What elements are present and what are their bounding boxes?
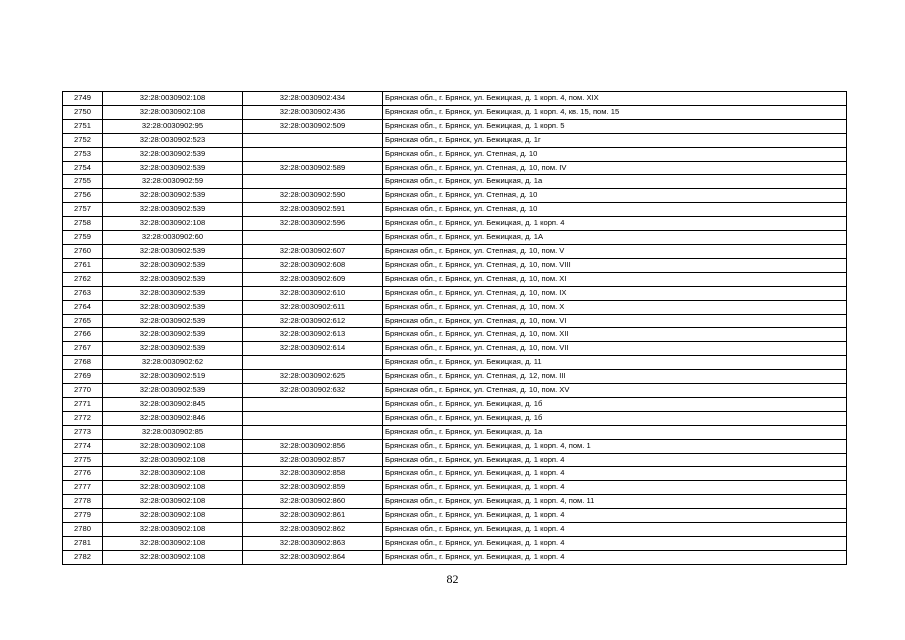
table-row — [63, 328, 847, 342]
table-row — [63, 147, 847, 161]
address-cell: Брянская обл., г. Брянск, ул. Степная, д. 10, пом. XV — [383, 384, 847, 398]
address-cell: Брянская обл., г. Брянск, ул. Бежицкая, д. 1 корп. 4 — [383, 217, 847, 231]
row-number-cell: 2776 — [63, 467, 103, 481]
address-cell: Брянская обл., г. Брянск, ул. Степная, д. 10, пом. VI — [383, 314, 847, 328]
row-number-cell: 2763 — [63, 286, 103, 300]
table-row — [63, 384, 847, 398]
cadastral-number-cell — [243, 175, 383, 189]
row-number-cell: 2771 — [63, 397, 103, 411]
table-row — [63, 119, 847, 133]
cadastral-number-cell: 32:28:0030902:610 — [243, 286, 383, 300]
row-number-cell: 2765 — [63, 314, 103, 328]
address-cell: Брянская обл., г. Брянск, ул. Бежицкая, д. 1 корп. 4 — [383, 453, 847, 467]
parent-cadastral-number-cell: 32:28:0030902:539 — [103, 203, 243, 217]
row-number-cell: 2779 — [63, 509, 103, 523]
table-row — [63, 217, 847, 231]
row-number-cell: 2760 — [63, 244, 103, 258]
row-number-cell: 2767 — [63, 342, 103, 356]
row-number-cell: 2749 — [63, 92, 103, 106]
parent-cadastral-number-cell: 32:28:0030902:539 — [103, 147, 243, 161]
row-number-cell: 2761 — [63, 258, 103, 272]
row-number-cell: 2753 — [63, 147, 103, 161]
parent-cadastral-number-cell: 32:28:0030902:539 — [103, 286, 243, 300]
parent-cadastral-number-cell: 32:28:0030902:108 — [103, 439, 243, 453]
table-row — [63, 314, 847, 328]
page-number: 82 — [446, 572, 459, 586]
table-row — [63, 495, 847, 509]
cadastral-number-cell: 32:28:0030902:625 — [243, 370, 383, 384]
table-row — [63, 370, 847, 384]
table-row — [63, 411, 847, 425]
cadastral-number-cell: 32:28:0030902:857 — [243, 453, 383, 467]
row-number-cell: 2750 — [63, 105, 103, 119]
address-cell: Брянская обл., г. Брянск, ул. Бежицкая, д. 1 корп. 4, пом. XIX — [383, 92, 847, 106]
address-cell: Брянская обл., г. Брянск, ул. Бежицкая, д. 1 корп. 4 — [383, 523, 847, 537]
table-row — [63, 175, 847, 189]
address-cell: Брянская обл., г. Брянск, ул. Бежицкая, д. 1 корп. 4 — [383, 550, 847, 564]
table-row — [63, 537, 847, 551]
address-cell: Брянская обл., г. Брянск, ул. Бежицкая, д. 1 корп. 4, пом. 11 — [383, 495, 847, 509]
row-number-cell: 2766 — [63, 328, 103, 342]
row-number-cell: 2773 — [63, 425, 103, 439]
parent-cadastral-number-cell: 32:28:0030902:95 — [103, 119, 243, 133]
address-cell: Брянская обл., г. Брянск, ул. Степная, д. 10, пом. XII — [383, 328, 847, 342]
cadastral-number-cell: 32:28:0030902:860 — [243, 495, 383, 509]
address-cell: Брянская обл., г. Брянск, ул. Бежицкая, д. 1А — [383, 231, 847, 245]
address-cell: Брянская обл., г. Брянск, ул. Бежицкая, д. 1 корп. 4 — [383, 509, 847, 523]
parent-cadastral-number-cell: 32:28:0030902:539 — [103, 314, 243, 328]
table-row — [63, 425, 847, 439]
table-row — [63, 481, 847, 495]
table-row — [63, 550, 847, 564]
table-row — [63, 272, 847, 286]
parent-cadastral-number-cell: 32:28:0030902:108 — [103, 550, 243, 564]
cadastral-number-cell: 32:28:0030902:596 — [243, 217, 383, 231]
table-row — [63, 342, 847, 356]
cadastral-number-cell: 32:28:0030902:434 — [243, 92, 383, 106]
table-row — [63, 397, 847, 411]
cadastral-number-cell: 32:28:0030902:509 — [243, 119, 383, 133]
row-number-cell: 2759 — [63, 231, 103, 245]
address-cell: Брянская обл., г. Брянск, ул. Бежицкая, д. 1б — [383, 397, 847, 411]
cadastral-number-cell: 32:28:0030902:864 — [243, 550, 383, 564]
address-cell: Брянская обл., г. Брянск, ул. Степная, д. 10, пом. IV — [383, 161, 847, 175]
registry-table — [62, 91, 847, 565]
cadastral-number-cell: 32:28:0030902:611 — [243, 300, 383, 314]
parent-cadastral-number-cell: 32:28:0030902:539 — [103, 342, 243, 356]
row-number-cell: 2754 — [63, 161, 103, 175]
row-number-cell: 2774 — [63, 439, 103, 453]
table-row — [63, 105, 847, 119]
row-number-cell: 2755 — [63, 175, 103, 189]
cadastral-number-cell — [243, 397, 383, 411]
cadastral-number-cell: 32:28:0030902:859 — [243, 481, 383, 495]
address-cell: Брянская обл., г. Брянск, ул. Бежицкая, д. 1б — [383, 411, 847, 425]
parent-cadastral-number-cell: 32:28:0030902:60 — [103, 231, 243, 245]
table-row — [63, 523, 847, 537]
table-row — [63, 203, 847, 217]
address-cell: Брянская обл., г. Брянск, ул. Степная, д. 10, пом. X — [383, 300, 847, 314]
table-row — [63, 286, 847, 300]
row-number-cell: 2764 — [63, 300, 103, 314]
row-number-cell: 2770 — [63, 384, 103, 398]
cadastral-number-cell: 32:28:0030902:632 — [243, 384, 383, 398]
parent-cadastral-number-cell: 32:28:0030902:519 — [103, 370, 243, 384]
row-number-cell: 2777 — [63, 481, 103, 495]
address-cell: Брянская обл., г. Брянск, ул. Бежицкая, д. 1 корп. 4, кв. 15, пом. 15 — [383, 105, 847, 119]
parent-cadastral-number-cell: 32:28:0030902:539 — [103, 300, 243, 314]
row-number-cell: 2782 — [63, 550, 103, 564]
cadastral-number-cell: 32:28:0030902:591 — [243, 203, 383, 217]
row-number-cell: 2768 — [63, 356, 103, 370]
address-cell: Брянская обл., г. Брянск, ул. Степная, д. 10 — [383, 189, 847, 203]
address-cell: Брянская обл., г. Брянск, ул. Бежицкая, д. 1г — [383, 133, 847, 147]
parent-cadastral-number-cell: 32:28:0030902:108 — [103, 523, 243, 537]
cadastral-number-cell: 32:28:0030902:609 — [243, 272, 383, 286]
parent-cadastral-number-cell: 32:28:0030902:846 — [103, 411, 243, 425]
row-number-cell: 2780 — [63, 523, 103, 537]
table-row — [63, 509, 847, 523]
address-cell: Брянская обл., г. Брянск, ул. Бежицкая, д. 1 корп. 5 — [383, 119, 847, 133]
parent-cadastral-number-cell: 32:28:0030902:539 — [103, 328, 243, 342]
parent-cadastral-number-cell: 32:28:0030902:539 — [103, 189, 243, 203]
parent-cadastral-number-cell: 32:28:0030902:85 — [103, 425, 243, 439]
parent-cadastral-number-cell: 32:28:0030902:108 — [103, 509, 243, 523]
table-row — [63, 439, 847, 453]
row-number-cell: 2756 — [63, 189, 103, 203]
parent-cadastral-number-cell: 32:28:0030902:539 — [103, 244, 243, 258]
address-cell: Брянская обл., г. Брянск, ул. Бежицкая, д. 11 — [383, 356, 847, 370]
table-row — [63, 189, 847, 203]
parent-cadastral-number-cell: 32:28:0030902:108 — [103, 217, 243, 231]
address-cell: Брянская обл., г. Брянск, ул. Степная, д. 12, пом. III — [383, 370, 847, 384]
cadastral-number-cell: 32:28:0030902:590 — [243, 189, 383, 203]
address-cell: Брянская обл., г. Брянск, ул. Бежицкая, д. 1а — [383, 175, 847, 189]
cadastral-number-cell — [243, 147, 383, 161]
parent-cadastral-number-cell: 32:28:0030902:539 — [103, 258, 243, 272]
address-cell: Брянская обл., г. Брянск, ул. Бежицкая, д. 1 корп. 4 — [383, 537, 847, 551]
parent-cadastral-number-cell: 32:28:0030902:108 — [103, 467, 243, 481]
cadastral-number-cell — [243, 411, 383, 425]
parent-cadastral-number-cell: 32:28:0030902:108 — [103, 92, 243, 106]
row-number-cell: 2769 — [63, 370, 103, 384]
table-row — [63, 133, 847, 147]
table-row — [63, 92, 847, 106]
cadastral-number-cell — [243, 425, 383, 439]
table-row — [63, 300, 847, 314]
address-cell: Брянская обл., г. Брянск, ул. Бежицкая, д. 1 корп. 4, пом. 1 — [383, 439, 847, 453]
address-cell: Брянская обл., г. Брянск, ул. Степная, д. 10, пом. IX — [383, 286, 847, 300]
parent-cadastral-number-cell: 32:28:0030902:59 — [103, 175, 243, 189]
row-number-cell: 2781 — [63, 537, 103, 551]
cadastral-number-cell — [243, 133, 383, 147]
parent-cadastral-number-cell: 32:28:0030902:539 — [103, 384, 243, 398]
cadastral-number-cell: 32:28:0030902:614 — [243, 342, 383, 356]
table-row — [63, 453, 847, 467]
address-cell: Брянская обл., г. Брянск, ул. Степная, д. 10, пом. VIII — [383, 258, 847, 272]
parent-cadastral-number-cell: 32:28:0030902:108 — [103, 453, 243, 467]
cadastral-number-cell: 32:28:0030902:613 — [243, 328, 383, 342]
table-row — [63, 244, 847, 258]
row-number-cell: 2758 — [63, 217, 103, 231]
row-number-cell: 2775 — [63, 453, 103, 467]
cadastral-number-cell — [243, 231, 383, 245]
cadastral-number-cell: 32:28:0030902:858 — [243, 467, 383, 481]
parent-cadastral-number-cell: 32:28:0030902:539 — [103, 161, 243, 175]
address-cell: Брянская обл., г. Брянск, ул. Степная, д. 10, пом. V — [383, 244, 847, 258]
parent-cadastral-number-cell: 32:28:0030902:845 — [103, 397, 243, 411]
table-row — [63, 258, 847, 272]
cadastral-number-cell: 32:28:0030902:607 — [243, 244, 383, 258]
table-row — [63, 467, 847, 481]
table-row — [63, 356, 847, 370]
registry-table-body — [63, 92, 847, 565]
cadastral-number-cell: 32:28:0030902:863 — [243, 537, 383, 551]
address-cell: Брянская обл., г. Брянск, ул. Степная, д. 10, пом. XI — [383, 272, 847, 286]
table-row — [63, 161, 847, 175]
cadastral-number-cell: 32:28:0030902:862 — [243, 523, 383, 537]
parent-cadastral-number-cell: 32:28:0030902:539 — [103, 272, 243, 286]
address-cell: Брянская обл., г. Брянск, ул. Бежицкая, д. 1а — [383, 425, 847, 439]
parent-cadastral-number-cell: 32:28:0030902:108 — [103, 481, 243, 495]
row-number-cell: 2778 — [63, 495, 103, 509]
row-number-cell: 2757 — [63, 203, 103, 217]
parent-cadastral-number-cell: 32:28:0030902:108 — [103, 537, 243, 551]
parent-cadastral-number-cell: 32:28:0030902:62 — [103, 356, 243, 370]
table-row — [63, 231, 847, 245]
address-cell: Брянская обл., г. Брянск, ул. Степная, д. 10, пом. VII — [383, 342, 847, 356]
address-cell: Брянская обл., г. Брянск, ул. Бежицкая, д. 1 корп. 4 — [383, 481, 847, 495]
row-number-cell: 2762 — [63, 272, 103, 286]
cadastral-number-cell: 32:28:0030902:861 — [243, 509, 383, 523]
cadastral-number-cell: 32:28:0030902:856 — [243, 439, 383, 453]
cadastral-number-cell: 32:28:0030902:608 — [243, 258, 383, 272]
row-number-cell: 2751 — [63, 119, 103, 133]
parent-cadastral-number-cell: 32:28:0030902:523 — [103, 133, 243, 147]
parent-cadastral-number-cell: 32:28:0030902:108 — [103, 105, 243, 119]
cadastral-number-cell: 32:28:0030902:436 — [243, 105, 383, 119]
cadastral-number-cell: 32:28:0030902:589 — [243, 161, 383, 175]
address-cell: Брянская обл., г. Брянск, ул. Бежицкая, д. 1 корп. 4 — [383, 467, 847, 481]
cadastral-number-cell — [243, 356, 383, 370]
row-number-cell: 2752 — [63, 133, 103, 147]
cadastral-number-cell: 32:28:0030902:612 — [243, 314, 383, 328]
row-number-cell: 2772 — [63, 411, 103, 425]
address-cell: Брянская обл., г. Брянск, ул. Степная, д. 10 — [383, 147, 847, 161]
address-cell: Брянская обл., г. Брянск, ул. Степная, д. 10 — [383, 203, 847, 217]
parent-cadastral-number-cell: 32:28:0030902:108 — [103, 495, 243, 509]
